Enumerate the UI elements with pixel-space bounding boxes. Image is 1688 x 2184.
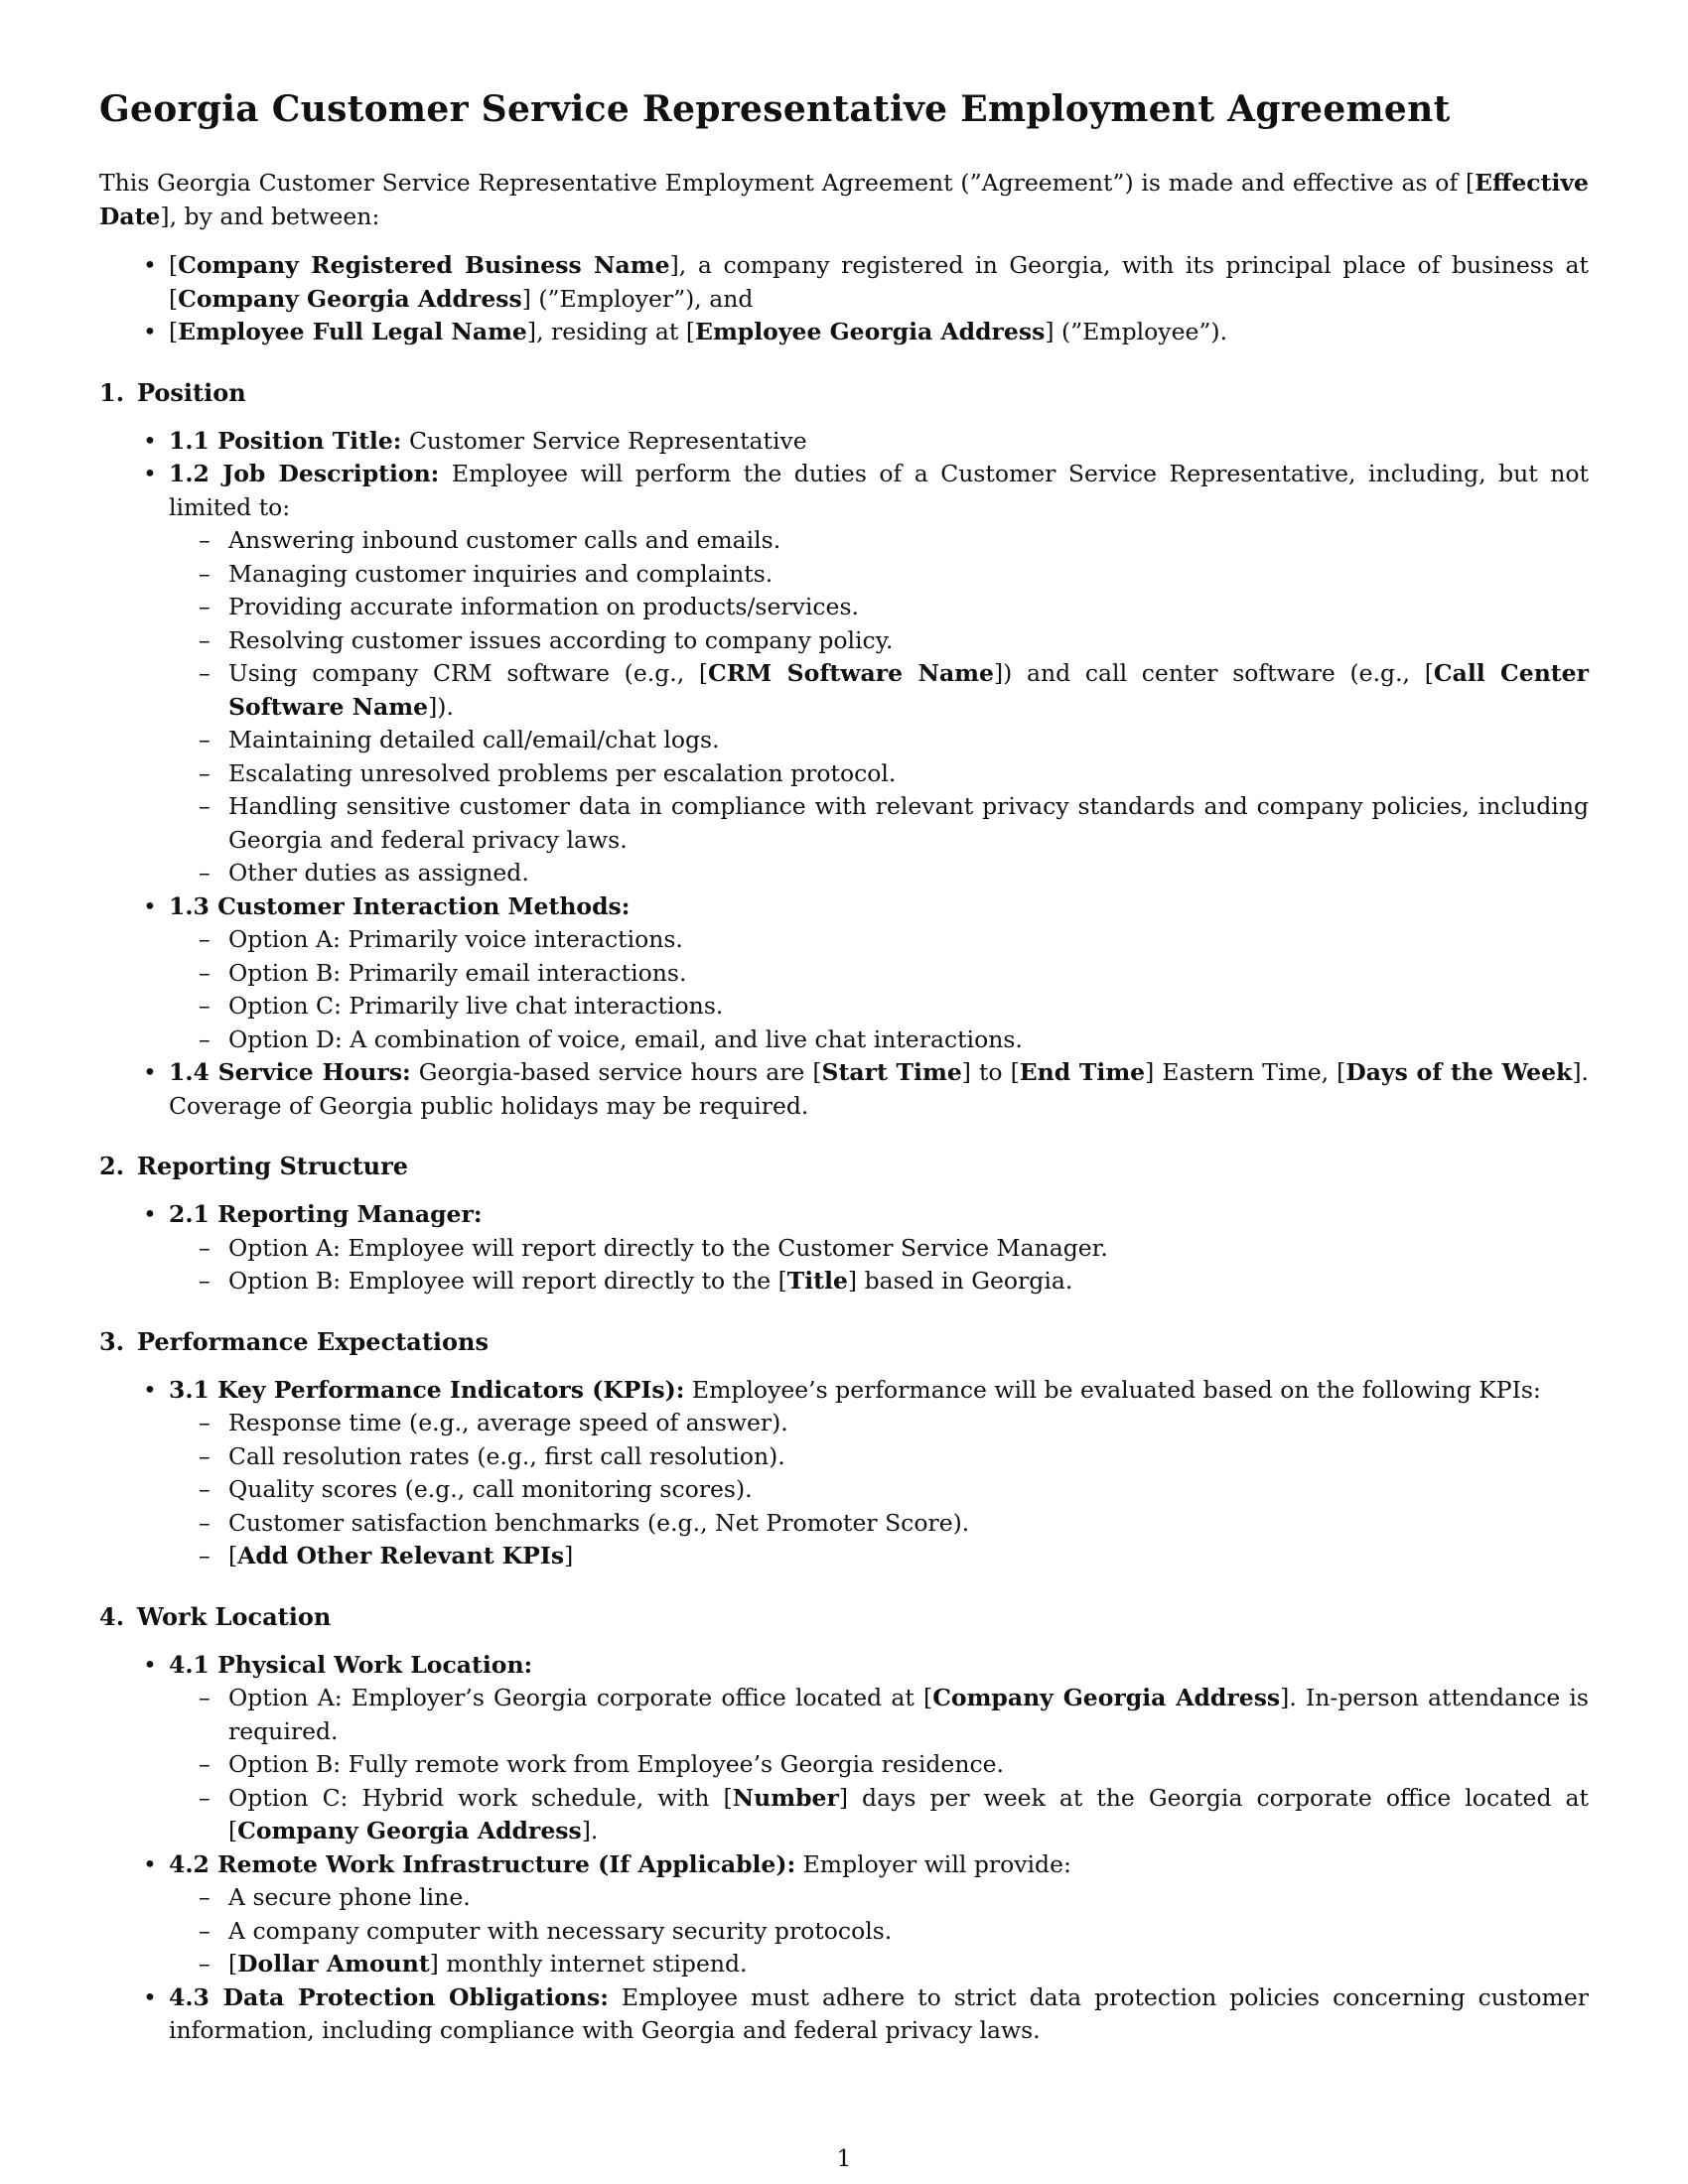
agreement-page: [99, 87, 1589, 2048]
list-item: – Handling sensitive customer data in compliance with relevant privacy standards and company policies, including Georgia and federal privacy laws.: [228, 790, 1589, 857]
list-item: • 1.3 Customer Interaction Methods: – Option A: Primarily voice interactions. – Option B: Primarily email interactions. – Option C: Primarily live chat interactions. – Option D: A combination of voice, email, and live chat interactions.: [169, 890, 1589, 1057]
list-item: – Option A: Primarily voice interactions.: [228, 923, 1589, 957]
list-item: • 4.1 Physical Work Location: – Option A: Employer’s Georgia corporate office located at [Company Georgia Address]. In-person attendance is required. – Option B: Fully remote work from Employee’s Georgia residence. – Option C: Hybrid work schedule, with [Number] days per week at the Georgia corporate office located at [Company Georgia Address].: [169, 1649, 1589, 1848]
list-item: – Option A: Employer’s Georgia corporate office located at [Company Georgia Address]. In-person attendance is required.: [228, 1682, 1589, 1748]
list-item: • 4.3 Data Protection Obligations: Employee must adhere to strict data protection policies concerning customer information, including compliance with Georgia and federal privacy laws.: [169, 1981, 1589, 2048]
list-item: – Option A: Employee will report directly to the Customer Service Manager.: [228, 1232, 1589, 1266]
party-employee: • [Employee Full Legal Name], residing at [Employee Georgia Address] (”Employee”).: [169, 316, 1589, 349]
list-item: – Managing customer inquiries and complaints.: [228, 558, 1589, 592]
list-item: – [Add Other Relevant KPIs]: [228, 1540, 1589, 1573]
list-item: • 3.1 Key Performance Indicators (KPIs): Employee’s performance will be evaluated based on the following KPIs: – Response time (e.g., average speed of answer). – Call resolution rates (e.g., first call resolution). – Quality scores (e.g., call monitoring scores). – Customer satisfaction benchmarks (e.g., Net Promoter Score). – [Add Other Relevant KPIs]: [169, 1374, 1589, 1573]
list-item: – Option B: Primarily email interactions.: [228, 957, 1589, 991]
section-heading-position: 1. Position: [99, 377, 246, 407]
list-item: – [Dollar Amount] monthly internet stipend.: [228, 1948, 1589, 1981]
work-location-list: [99, 1649, 1589, 2048]
list-item: – Option B: Fully remote work from Employee’s Georgia residence.: [228, 1748, 1589, 1782]
list-item: • 1.1 Position Title: Customer Service Representative: [169, 425, 1589, 459]
reporting-options-list: [169, 1232, 1589, 1298]
party-employer: • [Company Registered Business Name], a company registered in Georgia, with its principal place of business at [Company Georgia Address] (”Employer”), and: [169, 249, 1589, 316]
infrastructure-list: [169, 1881, 1589, 1981]
reporting-list: [99, 1198, 1589, 1298]
list-item: – Maintaining detailed call/email/chat logs.: [228, 724, 1589, 757]
list-item: – Answering inbound customer calls and emails.: [228, 524, 1589, 558]
location-options-list: [169, 1682, 1589, 1848]
section-heading-work-location: 4. Work Location: [99, 1601, 332, 1631]
intro-paragraph: This Georgia Customer Service Representative Employment Agreement (”Agreement”) is made and effective as of [Effective Date], by and between:: [99, 169, 1589, 230]
list-item: – Call resolution rates (e.g., first call resolution).: [228, 1440, 1589, 1474]
list-item: – Customer satisfaction benchmarks (e.g., Net Promoter Score).: [228, 1507, 1589, 1541]
list-item: • 1.4 Service Hours: Georgia-based service hours are [Start Time] to [End Time] Eastern Time, [Days of the Week]. Coverage of Georgia public holidays may be required.: [169, 1056, 1589, 1123]
parties-list: [99, 249, 1589, 349]
interaction-methods-list: [169, 923, 1589, 1056]
list-item: – Quality scores (e.g., call monitoring scores).: [228, 1473, 1589, 1507]
list-item: – Using company CRM software (e.g., [CRM Software Name]) and call center software (e.g., [Call Center Software Name]).: [228, 657, 1589, 724]
effective-date-placeholder: Effective Date: [99, 169, 1589, 230]
job-duties-list: [169, 524, 1589, 890]
list-item: – Option C: Hybrid work schedule, with [Number] days per week at the Georgia corporate office located at [Company Georgia Address].: [228, 1782, 1589, 1848]
list-item: – Option B: Employee will report directly to the [Title] based in Georgia.: [228, 1265, 1589, 1298]
list-item: – Response time (e.g., average speed of answer).: [228, 1407, 1589, 1440]
section-heading-reporting: 2. Reporting Structure: [99, 1152, 409, 1180]
performance-list: [99, 1374, 1589, 1573]
list-item: – A company computer with necessary security protocols.: [228, 1915, 1589, 1949]
list-item: – Providing accurate information on products/services.: [228, 591, 1589, 624]
list-item: • 1.2 Job Description: Employee will perform the duties of a Customer Service Representative, including, but not limited to: – Answering inbound customer calls and emails. – Managing customer inquiries and complaints. – Providing accurate information on products/services. – Resolving customer issues according to company policy. – Using company CRM software (e.g., [CRM Software Name]) and call center software (e.g., [Call Center Software Name]). – Maintaining detailed call/email/chat logs. – Escalating unresolved problems per escalation protocol. – Handling sensitive customer data in compliance with relevant privacy standards and company policies, including Georgia and federal privacy laws. – Other duties as assigned.: [169, 458, 1589, 890]
list-item: – A secure phone line.: [228, 1881, 1589, 1915]
list-item: – Escalating unresolved problems per escalation protocol.: [228, 757, 1589, 791]
list-item: – Option C: Primarily live chat interactions.: [228, 990, 1589, 1024]
list-item: – Other duties as assigned.: [228, 857, 1589, 890]
section-heading-performance: 3. Performance Expectations: [99, 1326, 489, 1356]
page-number: 1: [836, 2144, 852, 2172]
document-title: Georgia Customer Service Representative Employment Agreement: [99, 88, 1451, 130]
list-item: • 2.1 Reporting Manager: – Option A: Employee will report directly to the Customer Service Manager. – Option B: Employee will report directly to the [Title] based in Georgia.: [169, 1198, 1589, 1298]
list-item: – Option D: A combination of voice, email, and live chat interactions.: [228, 1024, 1589, 1057]
list-item: – Resolving customer issues according to company policy.: [228, 624, 1589, 658]
list-item: • 4.2 Remote Work Infrastructure (If Applicable): Employer will provide: – A secure phone line. – A company computer with necessary security protocols. – [Dollar Amount] monthly internet stipend.: [169, 1848, 1589, 1981]
position-list: [99, 425, 1589, 1124]
kpi-list: [169, 1407, 1589, 1573]
